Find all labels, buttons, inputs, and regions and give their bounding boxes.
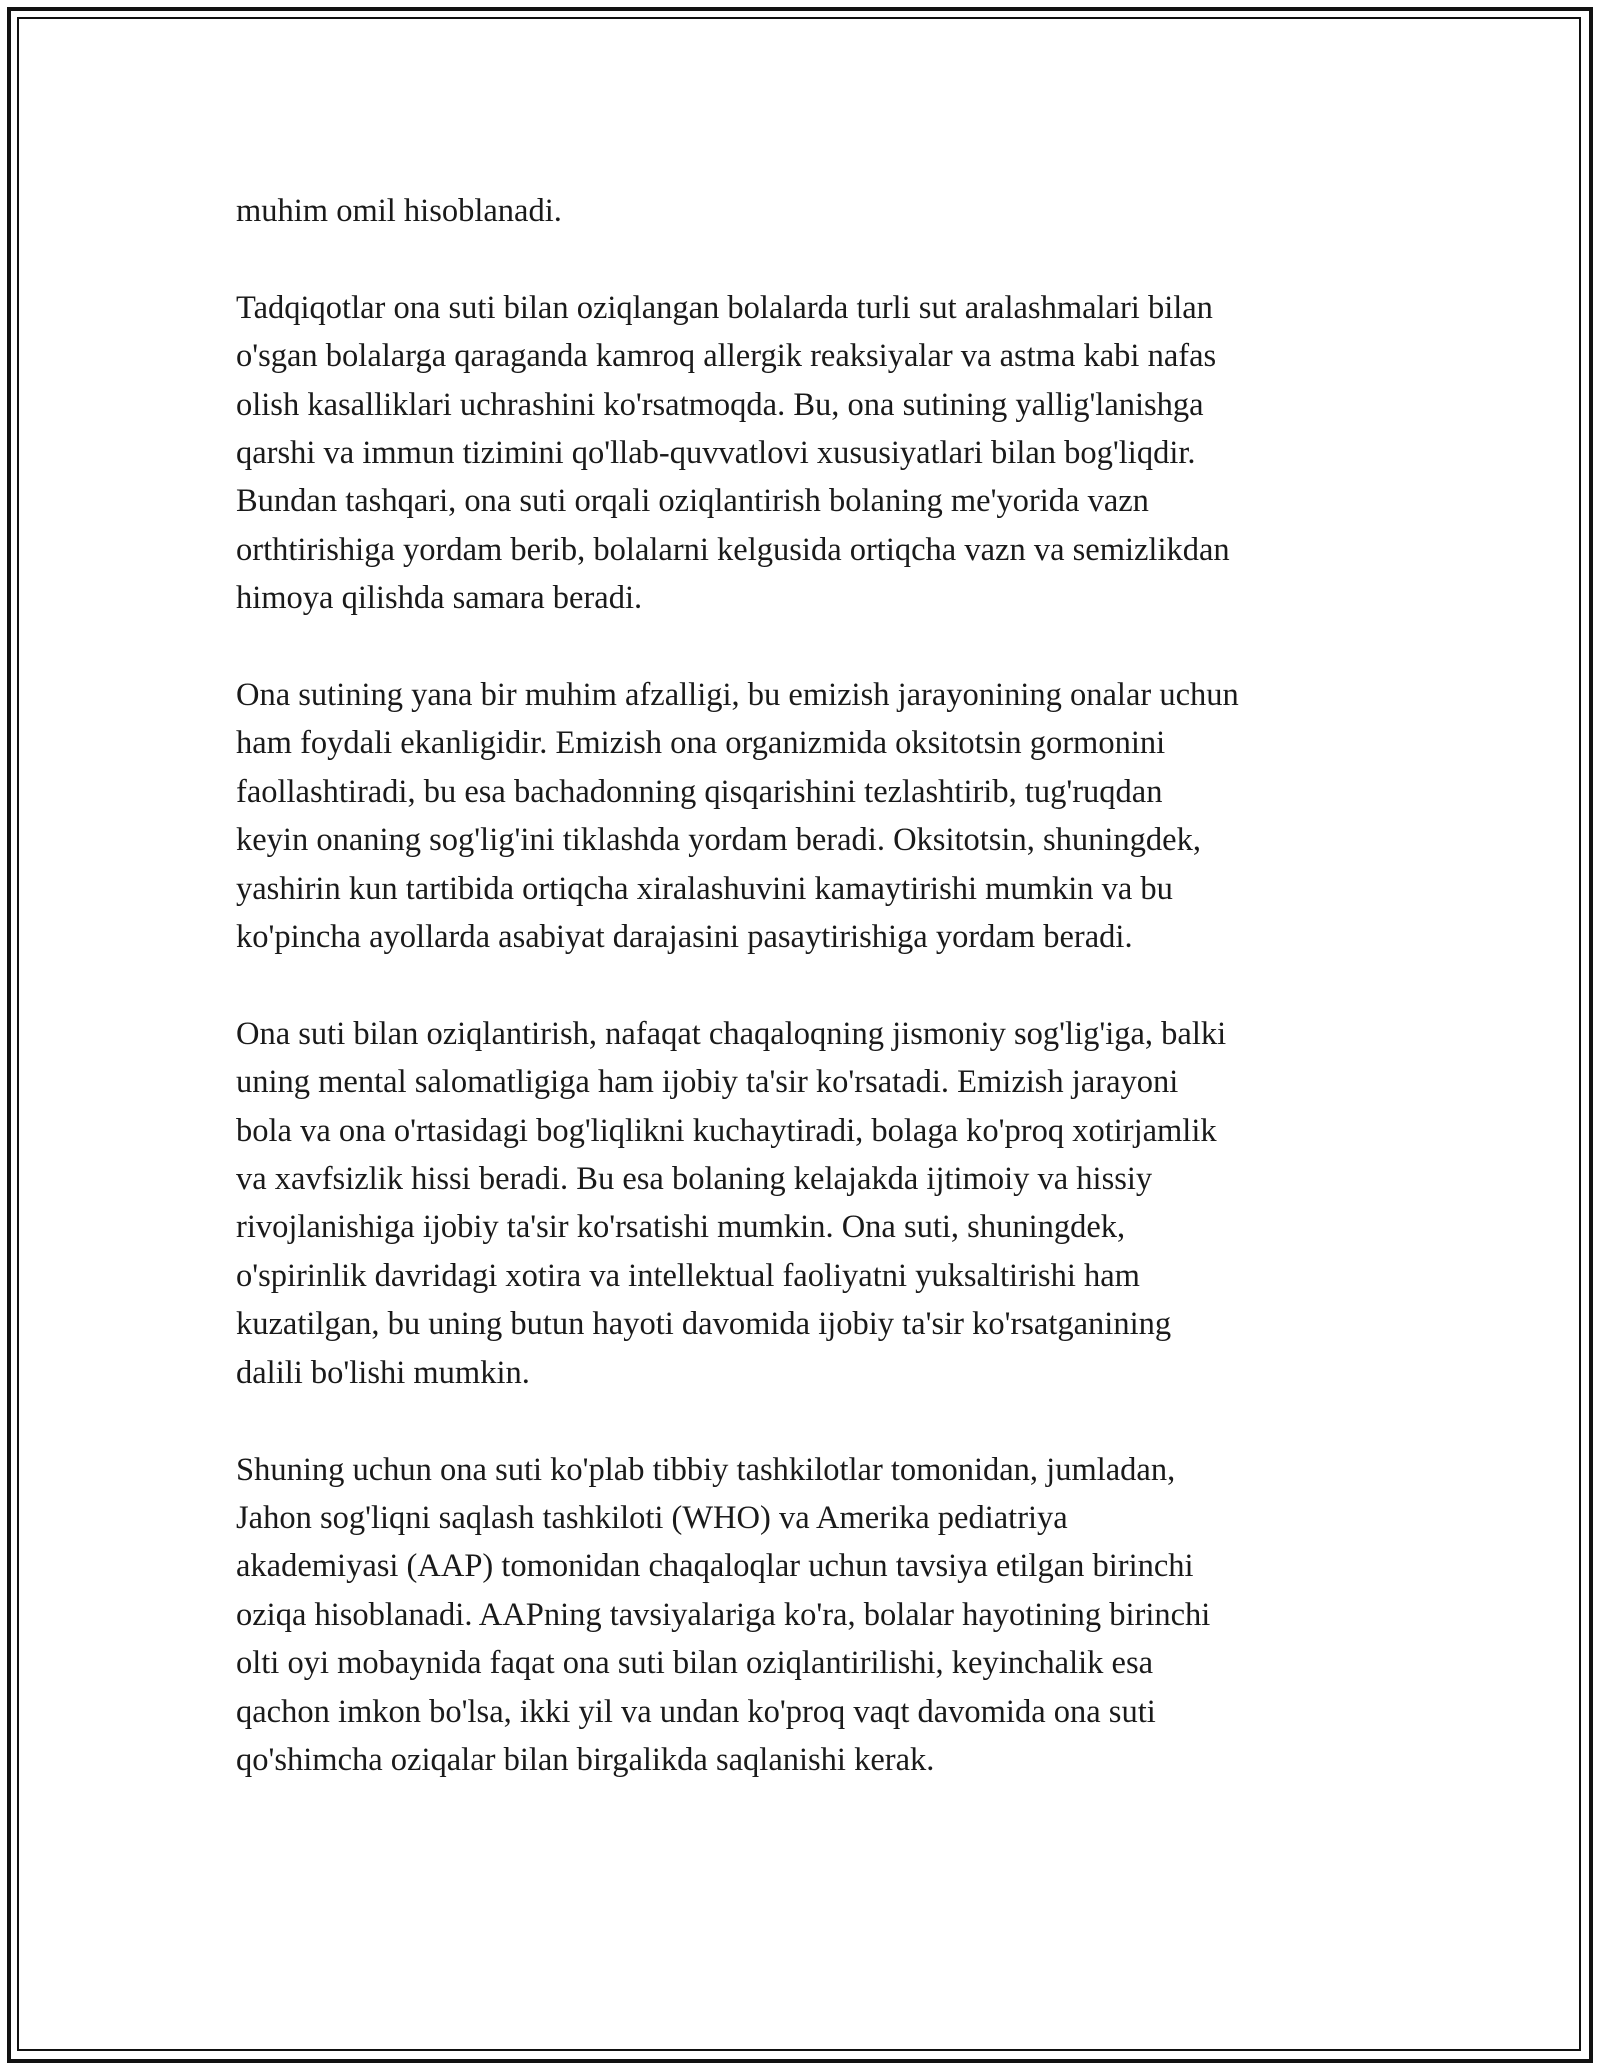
document-body [236, 187, 1386, 1833]
paragraph-allergy-research: Tadqiqotlar ona suti bilan oziqlangan bolalarda turli sut aralashmalari bilan o'sgan bolalarga qaraganda kamroq allergik reaksiyalar va astma kabi nafas olish kasalliklari uchrashini ko'rsatmoqda. Bu, ona sutining yallig'lanishga qarshi va immun tizimini qo'llab-quvvatlovi xususiyatlari bilan bog'liqdir. Bundan tashqari, ona suti orqali oziqlantirish bolaning me'yorida vazn orthtirishiga yordam berib, bolalarni kelgusida ortiqcha vazn va semizlikdan himoya qilishda samara beradi. [236, 289, 1230, 617]
paragraph-mental-health: Ona suti bilan oziqlantirish, nafaqat chaqaloqning jismoniy sog'lig'iga, balki uning mental salomatligiga ham ijobiy ta'sir ko'rsatadi. Emizish jarayoni bola va ona o'rtasidagi bog'liqlikni kuchaytiradi, bolaga ko'proq xotirjamlik va xavfsizlik hissi beradi. Bu esa bolaning kelajakda ijtimoiy va hissiy rivojlanishiga ijobiy ta'sir ko'rsatishi mumkin. Ona suti, shuningdek, o'spirinlik davridagi xotira va intellektual faoliyatni yuksaltirishi ham kuzatilgan, bu uning butun hayoti davomida ijobiy ta'sir ko'rsatganining dalili bo'lishi mumkin. [236, 1015, 1227, 1391]
paragraph-mother-benefits: Ona sutining yana bir muhim afzalligi, bu emizish jarayonining onalar uchun ham foydali ekanligidir. Emizish ona organizmida oksitotsin gormonini faollashtiradi, bu esa bachadonning qisqarishini tezlashtirib, tug'ruqdan keyin onaning sog'lig'ini tiklashda yordam beradi. Oksitotsin, shuningdek, yashirin kun tartibida ortiqcha xiralashuvini kamaytirishi mumkin va bu ko'pincha ayollarda asabiyat darajasini pasaytirishiga yordam beradi. [236, 677, 1239, 956]
paragraph-continuation: muhim omil hisoblanadi. [236, 193, 562, 229]
paragraph-recommendations: Shuning uchun ona suti ko'plab tibbiy tashkilotlar tomonidan, jumladan, Jahon sog'liqni saqlash tashkiloti (WHO) va Amerika pediatriya akademiyasi (AAP) tomonidan chaqaloqlar uchun tavsiya etilgan birinchi oziqa hisoblanadi. AAPning tavsiyalariga ko'ra, bolalar hayotining birinchi olti oyi mobaynida faqat ona suti bilan oziqlantirilishi, keyinchalik esa qachon imkon bo'lsa, ikki yil va undan ko'proq vaqt davomida ona suti qo'shimcha oziqalar bilan birgalikda saqlanishi kerak. [236, 1451, 1211, 1778]
